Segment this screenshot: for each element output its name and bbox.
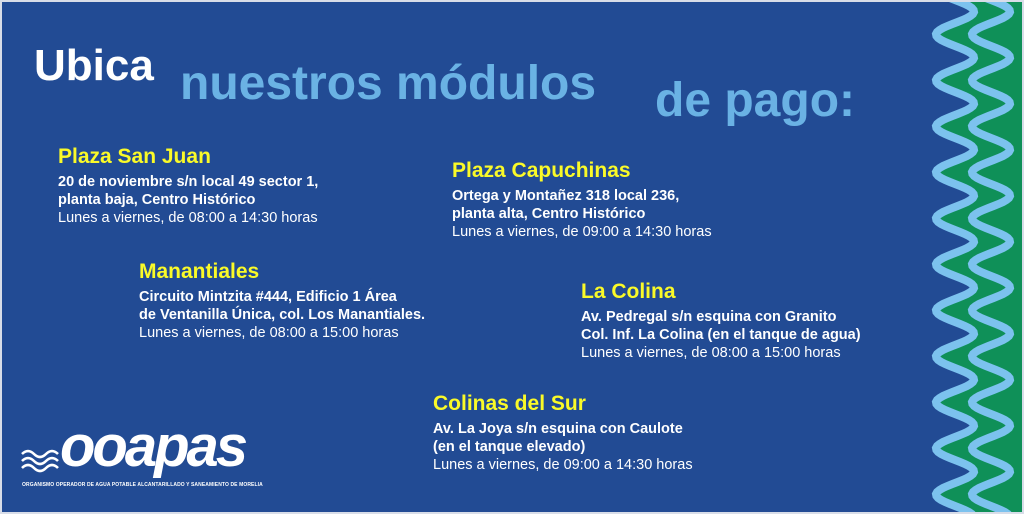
logo-tagline: ORGANISMO OPERADOR DE AGUA POTABLE ALCANTARILLADO Y SANEAMIENTO DE MORELIA — [22, 482, 263, 488]
location-address-line: (en el tanque elevado) — [433, 438, 586, 455]
location-address-line: de Ventanilla Única, col. Los Manantiales. — [139, 306, 426, 323]
location-address-line: Col. Inf. La Colina (en el tanque de agua) — [581, 326, 861, 343]
location-name: Plaza San Juan — [58, 145, 211, 168]
location-address-line: Av. La Joya s/n esquina con Caulote — [433, 421, 683, 437]
location-name: Manantiales — [139, 260, 260, 283]
location-plaza-san-juan — [58, 145, 318, 227]
location-name: Plaza Capuchinas — [452, 159, 631, 182]
headline-de-pago: de pago: — [655, 74, 855, 127]
location-address-line: Circuito Mintzita #444, Edificio 1 Área — [139, 289, 397, 305]
wave-decoration — [915, 0, 1024, 514]
location-la-colina — [581, 280, 861, 362]
location-address-line: planta baja, Centro Histórico — [58, 191, 256, 208]
location-manantiales — [139, 260, 425, 342]
location-address-line: planta alta, Centro Histórico — [452, 205, 646, 222]
location-address-line: Ortega y Montañez 318 local 236, — [452, 188, 680, 204]
location-hours: Lunes a viernes, de 08:00 a 14:30 horas — [58, 210, 318, 226]
location-address-line: 20 de noviembre s/n local 49 sector 1, — [58, 174, 319, 190]
location-name: La Colina — [581, 280, 676, 303]
location-hours: Lunes a viernes, de 08:00 a 15:00 horas — [139, 325, 399, 341]
headline-nuestros-modulos: nuestros módulos — [180, 57, 597, 110]
location-address-line: Av. Pedregal s/n esquina con Granito — [581, 309, 837, 325]
ooapas-logo — [20, 414, 263, 494]
headline-ubica: Ubica — [34, 41, 154, 90]
location-colinas-del-sur — [433, 392, 693, 474]
logo-wordmark: ooapas — [60, 414, 246, 479]
location-hours: Lunes a viernes, de 09:00 a 14:30 horas — [433, 457, 693, 473]
location-hours: Lunes a viernes, de 09:00 a 14:30 horas — [452, 224, 712, 240]
location-plaza-capuchinas — [452, 159, 712, 241]
location-hours: Lunes a viernes, de 08:00 a 15:00 horas — [581, 345, 841, 361]
location-name: Colinas del Sur — [433, 392, 586, 415]
